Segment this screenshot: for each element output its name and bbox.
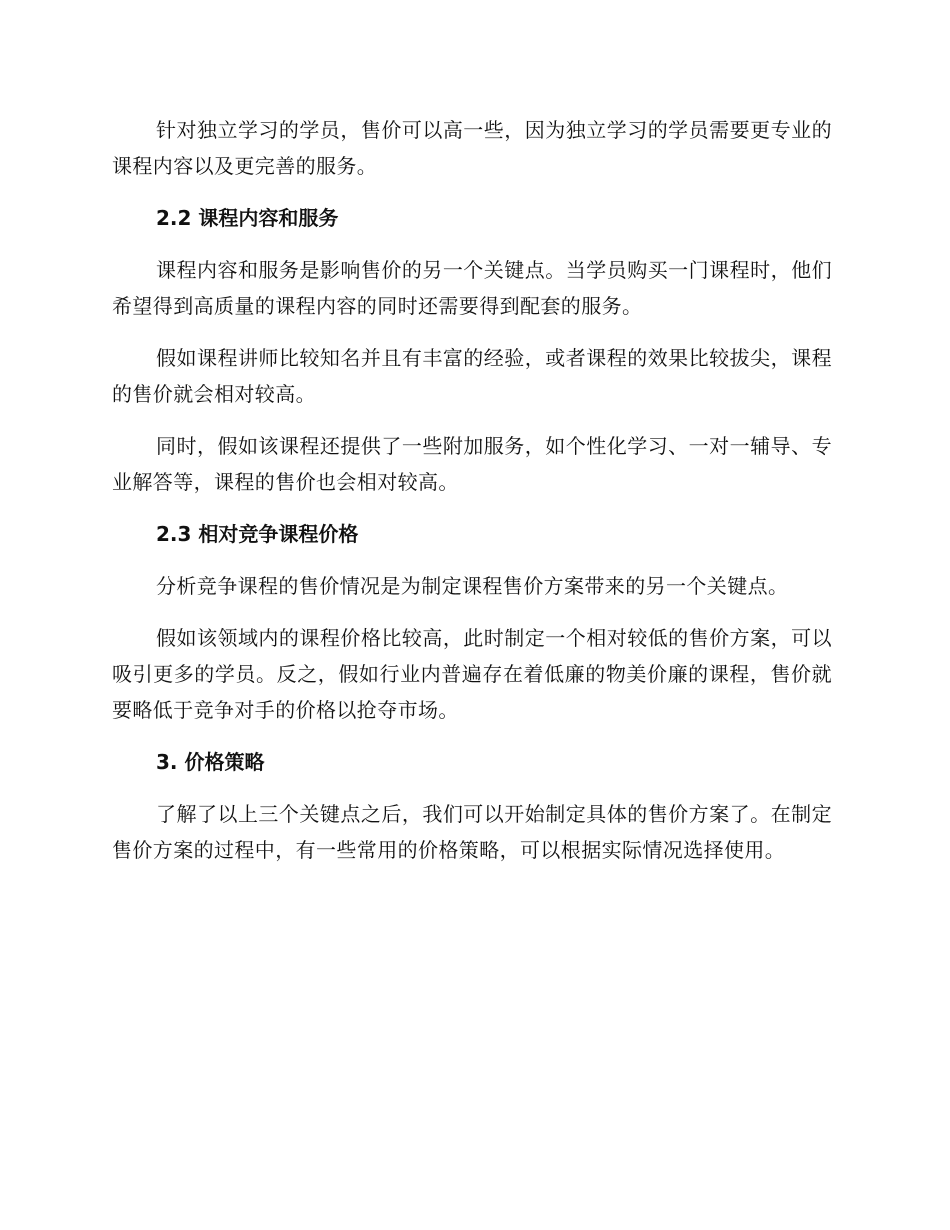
section-heading-2-2: 2.2 课程内容和服务 xyxy=(156,206,339,230)
document-page xyxy=(112,112,832,884)
section-heading-2-3: 2.3 相对竞争课程价格 xyxy=(156,522,359,546)
paragraph-instructor-reputation: 假如课程讲师比较知名并且有丰富的经验，或者课程的效果比较拔尖，课程的售价就会相对较高。 xyxy=(112,346,832,406)
paragraph-content-and-service: 课程内容和服务是影响售价的另一个关键点。当学员购买一门课程时，他们希望得到高质量的课程内容的同时还需要得到配套的服务。 xyxy=(112,258,832,318)
paragraph-independent-learners: 针对独立学习的学员，售价可以高一些，因为独立学习的学员需要更专业的课程内容以及更完善的服务。 xyxy=(112,118,832,178)
paragraph-pricing-strategy-intro: 了解了以上三个关键点之后，我们可以开始制定具体的售价方案了。在制定售价方案的过程中，有一些常用的价格策略，可以根据实际情况选择使用。 xyxy=(112,802,832,862)
paragraph-market-pricing: 假如该领域内的课程价格比较高，此时制定一个相对较低的售价方案，可以吸引更多的学员。反之，假如行业内普遍存在着低廉的物美价廉的课程，售价就要略低于竞争对手的价格以抢夺市场。 xyxy=(112,626,832,722)
paragraph-additional-services: 同时，假如该课程还提供了一些附加服务，如个性化学习、一对一辅导、专业解答等，课程的售价也会相对较高。 xyxy=(112,434,832,494)
paragraph-competitor-analysis: 分析竞争课程的售价情况是为制定课程售价方案带来的另一个关键点。 xyxy=(156,574,789,598)
section-heading-3: 3. 价格策略 xyxy=(156,750,265,774)
